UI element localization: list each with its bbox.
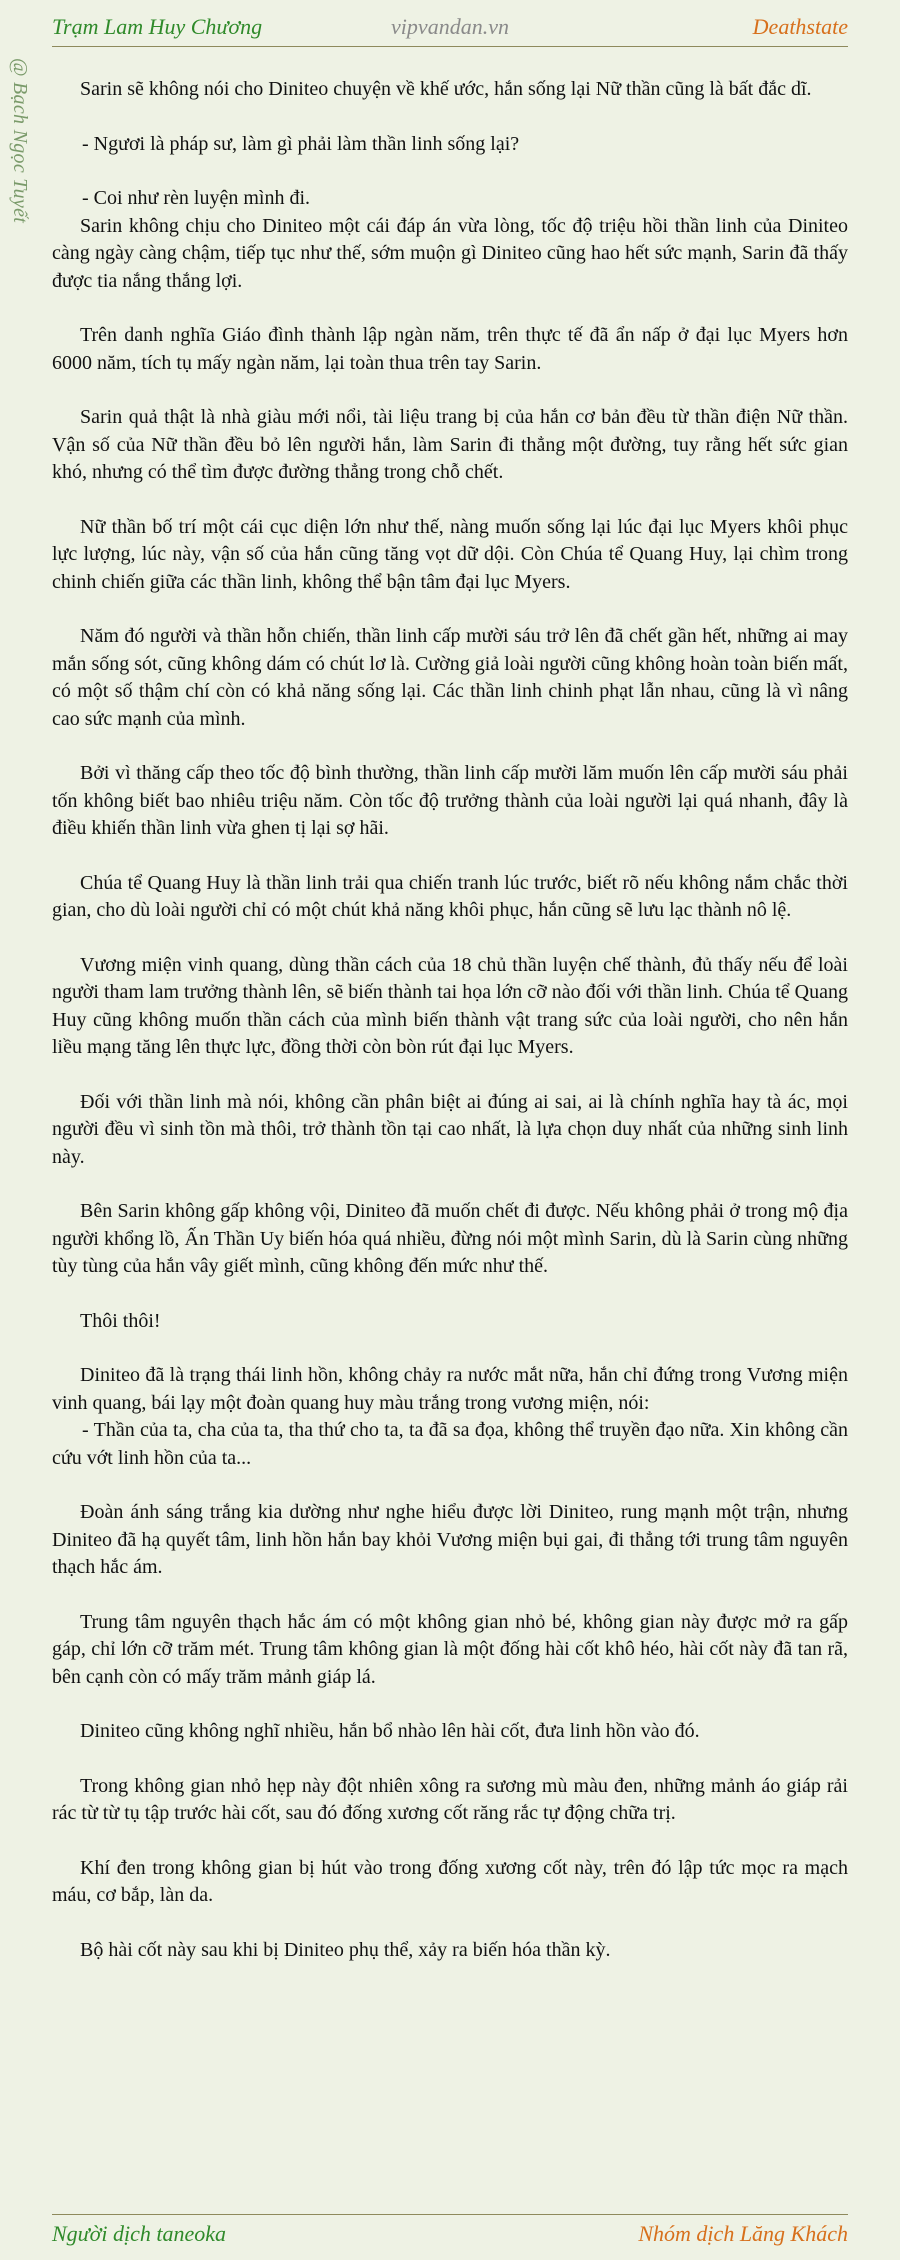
- dialogue-line: - Coi như rèn luyện mình đi.: [82, 187, 311, 209]
- paragraph: Đối với thần linh mà nói, không cần phân biệt ai đúng ai sai, ai là chính nghĩa hay tà ác, mọi người đều vì sinh tồn mà thôi, trở thành tồn tại cao nhất, là lựa chọn duy nhất của những sinh linh này.: [52, 1090, 848, 1168]
- header-author: Deathstate: [752, 14, 848, 39]
- paragraph: Sarin quả thật là nhà giàu mới nổi, tài liệu trang bị của hắn cơ bản đều từ thần điện Nữ thần. Vận số của Nữ thần đều bỏ lên người hắn, làm Sarin đi thẳng một đường, tuy rằng hết sức gian khó, nhưng có thể tìm được đường thẳng trong chỗ chết.: [52, 406, 848, 483]
- paragraph: Bên Sarin không gấp không vội, Diniteo đã muốn chết đi được. Nếu không phải ở trong mộ địa người khổng lồ, Ấn Thần Uy biến hóa quá nhiều, đừng nói một mình Sarin, dù là Sarin cùng những tùy tùng của hắn vây giết mình, cũng không đến mức như thế.: [52, 1200, 848, 1277]
- paragraph: Thôi thôi!: [80, 1309, 161, 1332]
- footer-translator: Người dịch taneoka: [52, 2221, 227, 2246]
- paragraph: Năm đó người và thần hỗn chiến, thần linh cấp mười sáu trở lên đã chết gần hết, những ai may mắn sống sót, cũng không dám có chút lơ là. Cường giả loài người cũng không hoàn toàn biến mất, có một số thậm chí còn có khả năng sống lại. Các thần linh chinh phạt lẫn nhau, cũng là vì nâng cao sức mạnh của mình.: [52, 625, 848, 730]
- page-header: [52, 8, 848, 47]
- paragraph: Nữ thần bố trí một cái cục diện lớn như thế, nàng muốn sống lại lúc đại lục Myers khôi phục lực lượng, lúc này, vận số của hắn cũng tăng vọt dữ dội. Còn Chúa tể Quang Huy, lại chìm trong chinh chiến giữa các thần linh, không thể bận tâm đại lục Myers.: [52, 515, 848, 593]
- paragraph: Diniteo cũng không nghĩ nhiều, hắn bổ nhào lên hài cốt, đưa linh hồn vào đó.: [80, 1720, 700, 1742]
- paragraph: Khí đen trong không gian bị hút vào trong đống xương cốt này, trên đó lập tức mọc ra mạch máu, cơ bắp, làn da.: [52, 1856, 848, 1906]
- paragraph: Diniteo đã là trạng thái linh hồn, không chảy ra nước mắt nữa, hắn chỉ đứng trong Vương miện vinh quang, bái lạy một đoàn quang huy màu trắng trong vương miện, nói:: [52, 1364, 848, 1414]
- dialogue-line: - Ngươi là pháp sư, làm gì phải làm thần linh sống lại?: [82, 132, 520, 155]
- paragraph: Chúa tể Quang Huy là thần linh trải qua chiến tranh lúc trước, biết rõ nếu không nắm chắc thời gian, cho dù loài người chỉ có một chút khả năng khôi phục, hắn cũng sẽ lưu lạc thành nô lệ.: [52, 871, 848, 921]
- side-credit: @ Bạch Ngọc Tuyết: [9, 58, 31, 224]
- footer-group: Nhóm dịch Lăng Khách: [638, 2221, 848, 2246]
- dialogue-line: - Thần của ta, cha của ta, tha thứ cho ta, ta đã sa đọa, không thể truyền đạo nữa. Xin không cần cứu vớt linh hồn của ta...: [52, 1419, 848, 1469]
- header-title: Trạm Lam Huy Chương: [52, 14, 263, 39]
- page-footer: [52, 2214, 848, 2249]
- paragraph: Sarin sẽ không nói cho Diniteo chuyện về khế ước, hắn sống lại Nữ thần cũng là bất đắc dĩ.: [80, 78, 812, 100]
- paragraph: Bộ hài cốt này sau khi bị Diniteo phụ thể, xảy ra biến hóa thần kỳ.: [80, 1938, 611, 1961]
- paragraph: Trong không gian nhỏ hẹp này đột nhiên xông ra sương mù màu đen, những mảnh áo giáp rải rác từ từ tụ tập trước hài cốt, sau đó đống xương cốt răng rắc tự động chữa trị.: [52, 1774, 848, 1824]
- paragraph: Trung tâm nguyên thạch hắc ám có một không gian nhỏ bé, không gian này được mở ra gấp gáp, chỉ lớn cỡ trăm mét. Trung tâm không gian là một đống hài cốt khô héo, hài cốt này đã tan rã, bên cạnh còn có mấy trăm mảnh giáp lá.: [52, 1610, 848, 1688]
- paragraph: Sarin không chịu cho Diniteo một cái đáp án vừa lòng, tốc độ triệu hồi thần linh của Diniteo càng ngày càng chậm, tiếp tục như thế, sớm muộn gì Diniteo cũng hao hết sức mạnh, Sarin đã thấy được tia nắng thắng lợi.: [52, 214, 848, 292]
- paragraph: Đoàn ánh sáng trắng kia dường như nghe hiểu được lời Diniteo, rung mạnh một trận, nhưng Diniteo đã hạ quyết tâm, linh hồn hắn bay khỏi Vương miện bụi gai, đi thẳng tới trung tâm nguyên thạch hắc ám.: [52, 1501, 848, 1578]
- paragraph: Trên danh nghĩa Giáo đình thành lập ngàn năm, trên thực tế đã ẩn nấp ở đại lục Myers hơn 6000 năm, tích tụ mấy ngàn năm, lại toàn thua trên tay Sarin.: [52, 324, 848, 374]
- chapter-text: [52, 76, 848, 1964]
- paragraph: Vương miện vinh quang, dùng thần cách của 18 chủ thần luyện chế thành, đủ thấy nếu để loài người tham lam trưởng thành lên, sẽ biến thành tai họa lớn cỡ nào đối với thần linh. Chúa tể Quang Huy cũng không muốn thần cách của mình biến thành vật trang sức của loài người, cho nên hắn liều mạng tăng lên thực lực, đồng thời còn bòn rút đại lục Myers.: [52, 953, 848, 1058]
- header-site: vipvandan.vn: [391, 14, 509, 39]
- paragraph: Bởi vì thăng cấp theo tốc độ bình thường, thần linh cấp mười lăm muốn lên cấp mười sáu phải tốn không biết bao nhiêu triệu năm. Còn tốc độ trưởng thành của loài người lại quá nhanh, đây là điều khiến thần linh vừa ghen tị lại sợ hãi.: [52, 762, 848, 839]
